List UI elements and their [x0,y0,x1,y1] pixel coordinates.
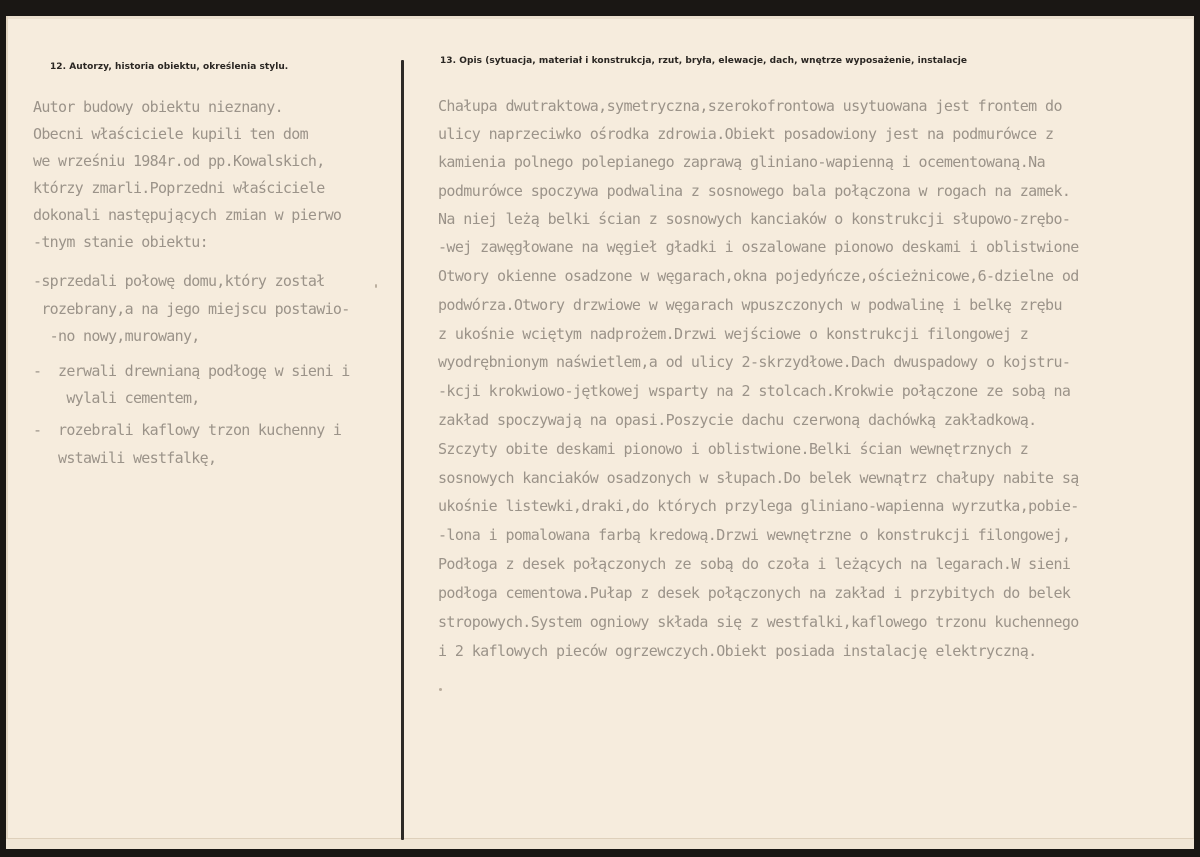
section-13-line: z ukośnie wciętym nadprożem.Drzwi wejściowe o konstrukcji filongowej z [438,325,1029,343]
section-13-line: wyodrębnionym naświetlem,a od ulicy 2-skrzydłowe.Dach dwuspadowy o kojstru- [438,353,1071,371]
section-13-line: -kcji krokwiowo-jętkowej wsparty na 2 stolcach.Krokwie połączone ze sobą na [438,382,1071,400]
section-13-line: podwórza.Otwory drzwiowe w węgarach wpuszczonych w podwalinę i belkę zrębu [438,296,1062,314]
section-12-line: we wrześniu 1984r.od pp.Kowalskich, [33,152,325,170]
section-13-line: podłoga cementowa.Pułap z desek połączonych na zakład i przybitych do belek [438,584,1071,602]
section-12-line: Obecni właściciele kupili ten dom [33,125,308,143]
section-13-line: Chałupa dwutraktowa,symetryczna,szerokofrontowa usytuowana jest frontem do [438,97,1062,115]
section-12-line: -tnym stanie obiektu: [33,233,208,251]
section-12-line: Autor budowy obiektu nieznany. [33,98,283,116]
section-13-line: -wej zawęgłowane na węgieł gładki i oszalowane pionowo deskami i oblistwione [438,238,1079,256]
section-13-heading: 13. Opis (sytuacja, materiał i konstrukcja, rzut, bryła, elewacje, dach, wnętrze wyposażenie, instalacje [440,56,968,66]
section-13-line: Podłoga z desek połączonych ze sobą do czoła i leżących na legarach.W sieni [438,555,1071,573]
section-13-line: sosnowych kanciaków osadzonych w słupach.Do belek wewnątrz chałupy nabite są [438,469,1079,487]
section-13-line: ulicy naprzeciwko ośrodka zdrowia.Obiekt posadowiony jest na podmurówce z [438,125,1054,143]
section-13-line: kamienia polnego polepianego zaprawą gliniano-wapienną i ocementowaną.Na [438,153,1046,171]
section-12-line: - zerwali drewnianą podłogę w sieni i [33,362,350,380]
section-12-heading: 12. Autorzy, historia obiektu, określenia stylu. [50,62,289,72]
section-13-line: zakład spoczywają na opasi.Poszycie dachu czerwoną dachówką zakładkową. [438,411,1037,429]
section-12-line: -no nowy,murowany, [33,327,200,345]
section-13-line: -lona i pomalowana farbą kredową.Drzwi wewnętrzne o konstrukcji filongowej, [438,526,1071,544]
section-12-line: - rozebrali kaflowy trzon kuchenny i [33,421,342,439]
section-13-line: stropowych.System ogniowy składa się z westfalki,kaflowego trzonu kuchennego [438,613,1079,631]
section-13-line: Na niej leżą belki ścian z sosnowych kanciaków o konstrukcji słupowo-zrębo- [438,210,1071,228]
section-12-line: -sprzedali połowę domu,który został [33,272,325,290]
section-12-line: którzy zmarli.Poprzedni właściciele [33,179,325,197]
section-12-line: dokonali następujących zmian w pierwo [33,206,342,224]
section-13-line: Otwory okienne osadzone w węgarach,okna pojedyńcze,ościeżnicowe,6-dzielne od [438,267,1079,285]
paper-speck [439,688,442,691]
section-13-line: ukośnie listewki,draki,do których przylega gliniano-wapienna wyrzutka,pobie- [438,497,1079,515]
section-13-line: podmurówce spoczywa podwalina z sosnowego bala połączona w rogach na zamek. [438,182,1071,200]
paper-speck [375,284,377,288]
section-13-line: Szczyty obite deskami pionowo i oblistwione.Belki ścian wewnętrznych z [438,440,1029,458]
section-12-line: wylali cementem, [33,389,200,407]
section-13-line: i 2 kaflowych pieców ogrzewczych.Obiekt posiada instalację elektryczną. [438,642,1037,660]
section-12-line: wstawili westfalkę, [33,449,217,467]
section-12-line: rozebrany,a na jego miejscu postawio- [33,300,350,318]
